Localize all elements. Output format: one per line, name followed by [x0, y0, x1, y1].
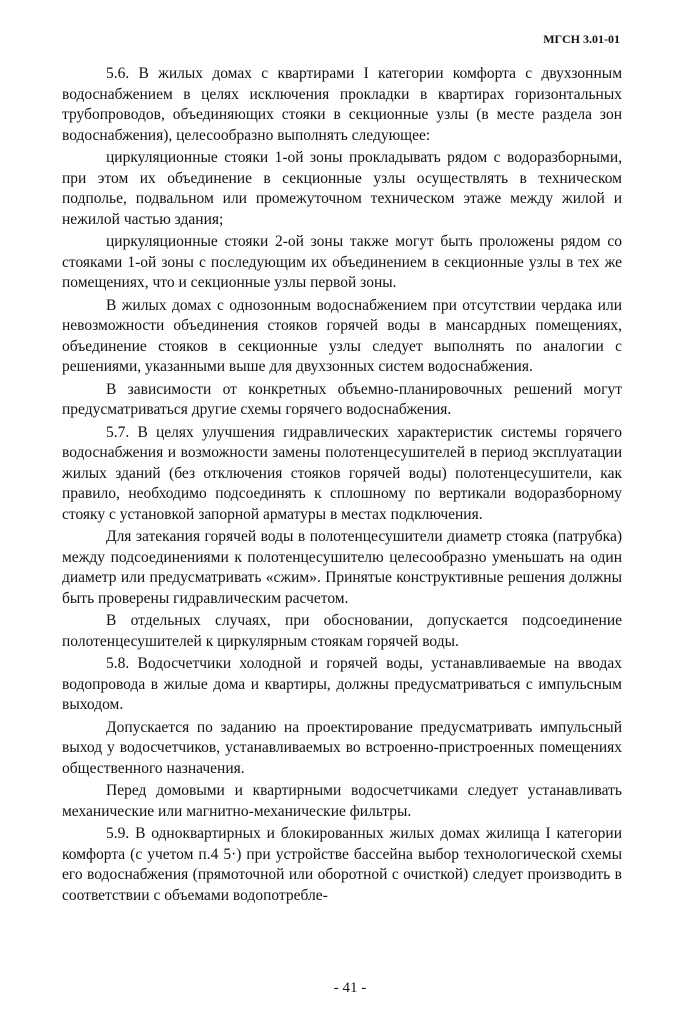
paragraph-single-zone: В жилых домах с однозонным водоснабжением при отсутствии чердака или невозможности объединения стояков горячей воды в мансардных помещениях, объединение стояков в секционные узлы следует выполнять по аналогии с решениями, указанными выше для двухзонных систем водоснабжения. — [62, 296, 622, 375]
paragraph-5-8: 5.8. Водосчетчики холодной и горячей воды, устанавливаемые на вводах водопровода в жилые дома и квартиры, должны предусматриваться с импульсным выходом. — [62, 655, 622, 713]
paragraph-5-6: 5.6. В жилых домах с квартирами I категории комфорта с двухзонным водоснабжением в целях исключения прокладки в квартирах горизонтальных трубопроводов, объединяющих стояки в секционные узлы (в месте раздела зон водоснабжения), целесообразно выполнять следующее: — [62, 65, 622, 144]
page-number: - 41 - — [333, 980, 367, 996]
paragraph-riser-diameter: Для затекания горячей воды в полотенцесушители диаметр стояка (патрубка) между подсоединениями к полотенцесушителю целесообразно уменьшать на один диаметр или предусматривать «сжим». Принятые конструктивные решения должны быть проверены гидравлическим расчетом. — [62, 528, 622, 607]
paragraph-filters: Перед домовыми и квартирными водосчетчиками следует устанавливать механические или магнитно-механические фильтры. — [62, 782, 622, 820]
paragraph-other-schemes: В зависимости от конкретных объемно-планировочных решений могут предусматриваться другие схемы горячего водоснабжения. — [62, 380, 622, 418]
paragraph-impulse-output: Допускается по заданию на проектирование предусматривать импульсный выход у водосчетчиков, устанавливаемых во встроенно-пристроенных помещениях общественного назначения. — [62, 718, 622, 777]
paragraph-5-9: 5.9. В одноквартирных и блокированных жилых домах жилища I категории комфорта (с учетом п.4 5·) при устройстве бассейна выбор технологической схемы его водоснабжения (прямоточной или оборотной с очисткой) следует производить в соответствии с объемами водопотребле- — [62, 825, 622, 904]
paragraph-zone2-risers: циркуляционные стояки 2-ой зоны также могут быть проложены рядом со стояками 1-ой зоны с последующим их объединением в секционные узлы в тех же помещениях, что и секционные узлы первой зоны. — [62, 233, 622, 291]
document-code-header: МГСН 3.01-01 — [543, 32, 620, 46]
paragraph-5-7: 5.7. В целях улучшения гидравлических характеристик системы горячего водоснабжения и возможности замены полотенцесушителей в период эксплуатации жилых зданий (без отключения стояков горячей воды) полотенцесушители, как правило, необходимо подсоединять к сплошному по вертикали водоразборному стояку с установкой запорной арматуры в местах подключения. — [62, 423, 622, 523]
paragraph-zone1-risers: циркуляционные стояки 1-ой зоны прокладывать рядом с водоразборными, при этом их объединение в секционные узлы осуществлять в техническом подполье, подвальном или промежуточном техническом этаже между жилой и нежилой частью здания; — [62, 149, 622, 228]
paragraph-circulation-connection: В отдельных случаях, при обосновании, допускается подсоединение полотенцесушителей к циркулярным стоякам горячей воды. — [62, 612, 622, 650]
document-body — [62, 64, 622, 908]
